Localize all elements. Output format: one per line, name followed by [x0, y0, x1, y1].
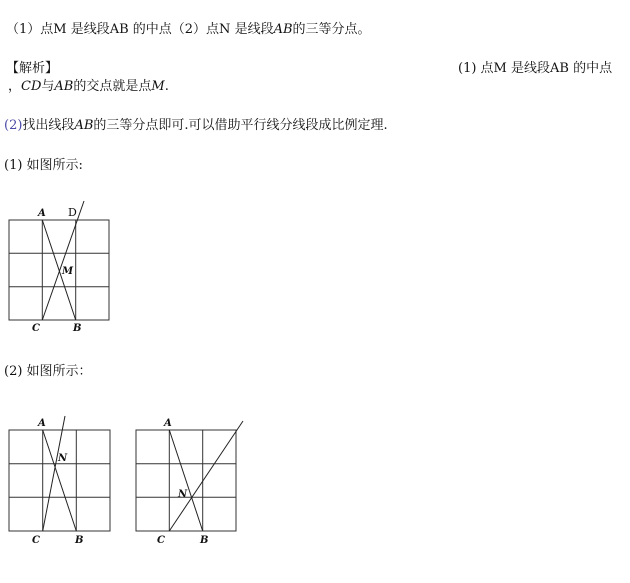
analysis-header: 【解析】 [6, 61, 59, 76]
step2-paren: (2) [4, 118, 23, 133]
figure1-label-m: M [62, 266, 74, 277]
figure1-label-d: D [68, 206, 77, 219]
step2-prefix: 找出线段 [22, 118, 75, 133]
figure2-left-label-b: B [75, 535, 84, 546]
question-ab: AB [273, 22, 293, 37]
figure2-left-label-c: C [32, 535, 40, 546]
analysis-ab: AB [54, 79, 74, 94]
step2-ab: AB [74, 118, 94, 133]
analysis-cont-mid: 与 [41, 79, 55, 94]
question-part1: （1）点M 是线段AB 的中点（2）点N 是线段 [6, 22, 274, 37]
analysis-cont-mid2: 的交点就是点 [73, 79, 152, 94]
figure2-caption: (2) 如图所示： [4, 364, 92, 379]
analysis-cont-end: . [164, 79, 169, 94]
figure2-right-segment-ab [169, 430, 202, 531]
figure2-right-label-c: C [157, 535, 165, 546]
figure2-right-diagram [130, 410, 250, 550]
step2-text [4, 118, 388, 134]
analysis-cont-prefix: ， [8, 79, 22, 94]
figure2-right-segment-c [169, 421, 243, 531]
analysis-m: M [151, 79, 165, 94]
analysis-continuation [8, 79, 169, 95]
figure1-label-b: B [73, 323, 82, 334]
question-text [6, 22, 371, 38]
figure2-left-diagram [0, 410, 120, 550]
figure1-segment-cd [42, 201, 84, 320]
figure2-left-label-n: N [58, 453, 68, 464]
figure1-label-a: A [38, 208, 46, 219]
figure2-right-label-a: A [164, 418, 172, 429]
step2-rest: 的三等分点即可.可以借助平行线分线段成比例定理. [93, 118, 388, 133]
figure1-grid-diagram [0, 195, 120, 340]
figure2-left-segment-c [43, 416, 65, 531]
analysis-right-text: (1) 点M 是线段AB 的中点 [458, 61, 613, 76]
figure1-label-c: C [32, 323, 40, 334]
figure1-caption: (1) 如图所示: [4, 158, 83, 173]
figure2-right-label-b: B [200, 535, 209, 546]
figure2-right-label-n: N [178, 489, 188, 500]
question-part1-end: 的三等分点。 [292, 22, 371, 37]
figure2-left-label-a: A [38, 418, 46, 429]
analysis-cd: CD [21, 79, 42, 94]
